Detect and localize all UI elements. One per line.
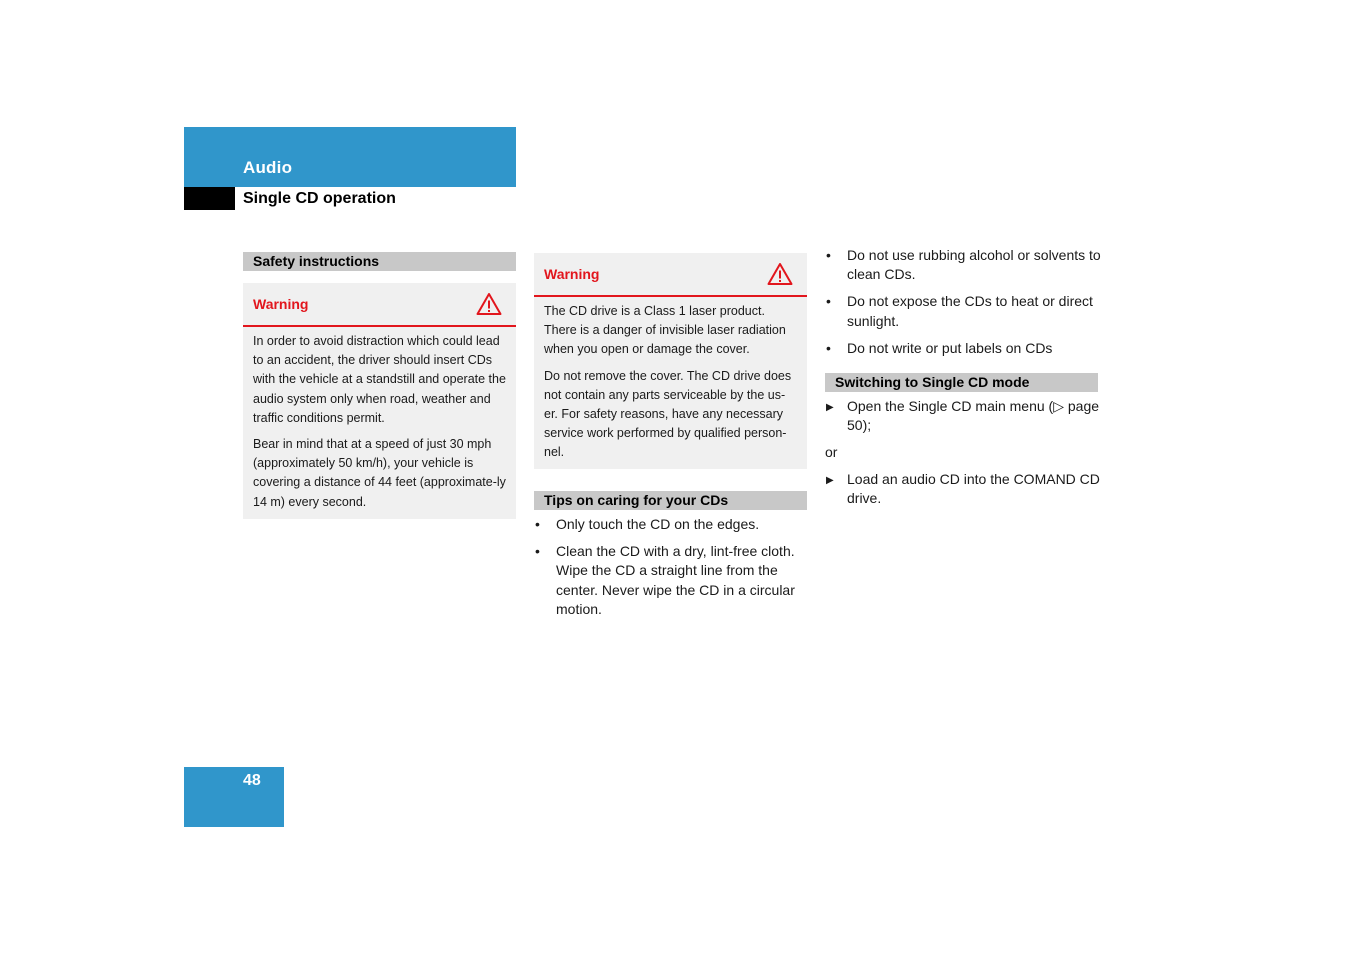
list-item-text: Only touch the CD on the edges. — [556, 516, 760, 532]
step-item — [825, 397, 1101, 435]
warning-title: Warning — [253, 296, 309, 312]
bullet-icon: • — [535, 543, 540, 560]
step-item — [825, 470, 1101, 508]
chapter-title: Audio — [243, 158, 293, 177]
page-number-box — [184, 767, 284, 827]
step-text: Load an audio CD into the COMAND CD drive. — [847, 471, 1100, 507]
list-item-text: Clean the CD with a dry, lint-free cloth. Wipe the CD a straight line from the center. Never wipe the CD in a circular motion. — [556, 543, 795, 617]
step-arrow-icon: ▶ — [826, 475, 834, 486]
header-band — [184, 127, 516, 187]
list-item-text: Do not use rubbing alcohol or solvents to clean CDs. — [847, 247, 1101, 283]
bullet-icon: • — [535, 516, 540, 532]
step-list-2 — [825, 470, 1101, 516]
warning-paragraph: The CD drive is a Class 1 laser product. There is a danger of invisible laser radiation when you open or damage the cover. — [544, 304, 786, 357]
step-list-1 — [825, 397, 1101, 443]
bullet-icon: • — [826, 247, 831, 263]
cd-care-heading: Tips on caring for your CDs — [534, 491, 807, 510]
list-item-text: Do not expose the CDs to heat or direct sunlight. — [847, 293, 1093, 329]
warning-paragraph: Do not remove the cover. The CD drive does not contain any parts serviceable by the us-er. For safety reasons, have any necessary service work performed by qualified person-nel. — [544, 368, 792, 460]
step-text: Open the Single CD main menu (▷ page 50); — [847, 398, 1100, 434]
section-title: Single CD operation — [243, 190, 396, 207]
warning-box-distraction — [243, 283, 516, 519]
warning-triangle-icon — [767, 262, 793, 286]
or-separator: or — [825, 444, 838, 460]
list-item — [534, 542, 810, 619]
warning-paragraph: Bear in mind that at a speed of just 30 mph (approximately 50 km/h), your vehicle is covering a distance of 44 feet (approximate-ly 14 m) every second. — [253, 437, 506, 509]
list-item — [825, 246, 1101, 284]
single-cd-mode-heading: Switching to Single CD mode — [825, 373, 1098, 392]
warning-body — [243, 327, 516, 520]
warning-paragraph: In order to avoid distraction which could lead to an accident, the driver should insert CDs with the vehicle at a standstill and operate the audio system only when road, weather and traffic conditions permit. — [253, 334, 506, 425]
bullet-icon: • — [826, 339, 831, 356]
list-item-text: Do not write or put labels on CDs — [847, 339, 1053, 356]
cd-care-list — [534, 515, 810, 627]
step-arrow-icon: ▶ — [826, 402, 834, 413]
list-item — [825, 339, 1101, 358]
bullet-icon: • — [826, 293, 831, 310]
warning-triangle-icon — [476, 292, 502, 316]
warning-box-laser — [534, 253, 807, 469]
warning-header — [243, 283, 516, 327]
list-item — [825, 292, 1101, 330]
warning-title: Warning — [544, 266, 600, 282]
cd-care-list-continued — [825, 246, 1101, 366]
section-marker — [184, 187, 235, 210]
page-number: 48 — [243, 772, 261, 789]
warning-header — [534, 253, 807, 297]
safety-instructions-heading: Safety instructions — [243, 252, 516, 271]
list-item — [534, 515, 810, 534]
warning-body — [534, 297, 807, 471]
